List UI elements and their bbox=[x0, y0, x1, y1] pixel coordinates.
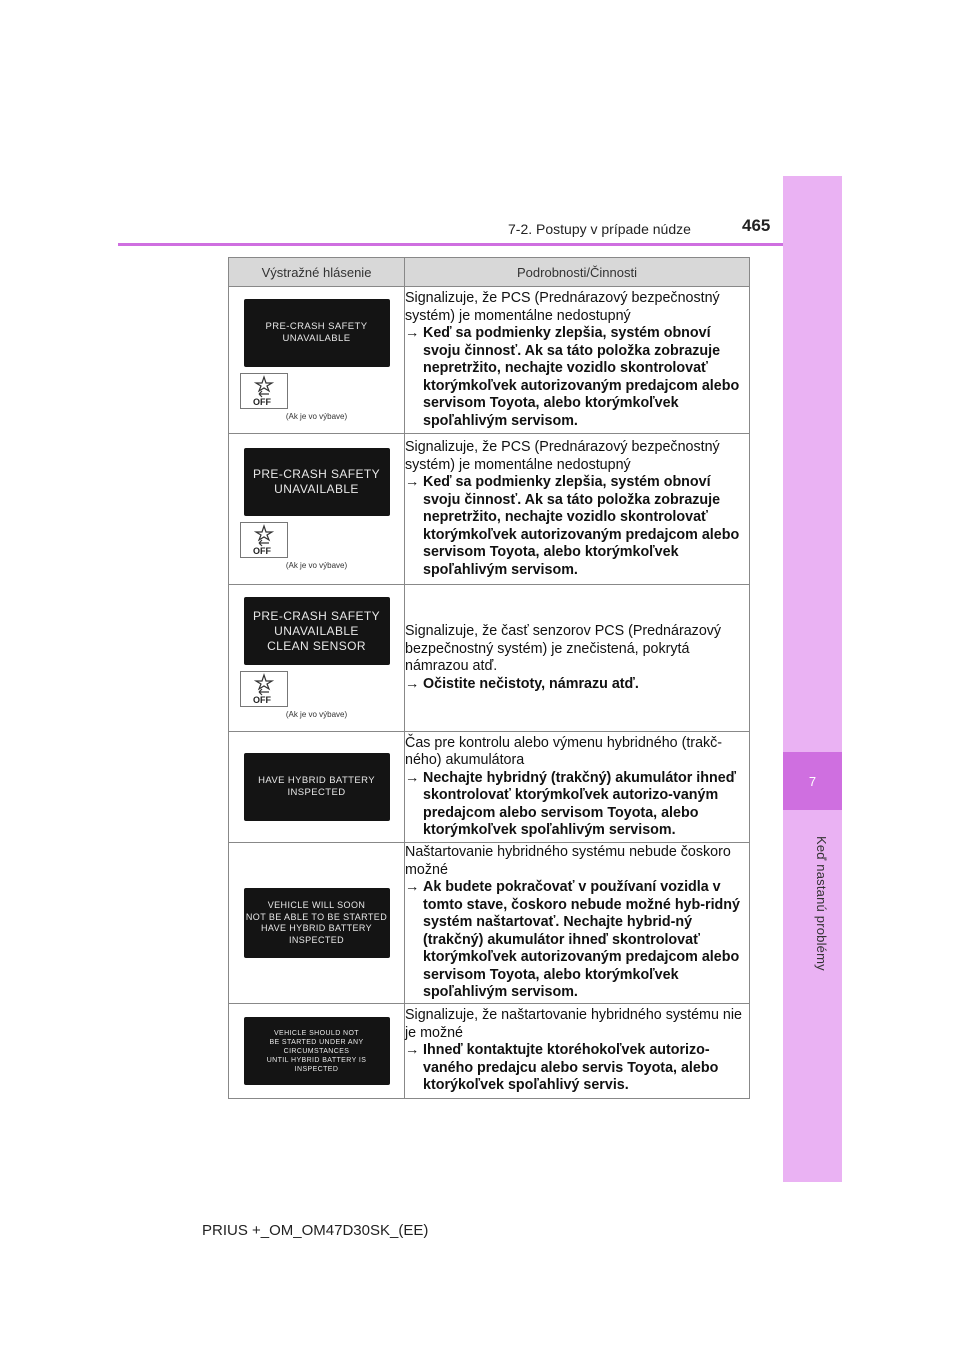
display-line: HAVE HYBRID BATTERY bbox=[260, 923, 373, 933]
action-item bbox=[405, 676, 749, 694]
display-line: INSPECTED bbox=[294, 1065, 339, 1073]
off-label: OFF bbox=[253, 397, 271, 407]
description-text: Signalizuje, že PCS (Prednárazový bezpečnostný systém) je momentálne nedostupný bbox=[405, 439, 720, 473]
display-line: VEHICLE WILL SOON bbox=[267, 900, 366, 910]
action-item bbox=[405, 1042, 749, 1095]
display-line: INSPECTED bbox=[288, 934, 345, 945]
display-line: PRE-CRASH SAFETY bbox=[252, 467, 381, 481]
table-header-row bbox=[229, 258, 750, 287]
action-text: Keď sa podmienky zlepšia, systém obnoví svoju činnosť. Ak sa táto položka zobrazuje nepretržito, nechajte vozidlo skontrolovať ktorýmkoľvek autorizovaným predajcom alebo servisom Toyota, alebo ktorýmkoľvek spoľahlivým servisom. bbox=[423, 325, 740, 429]
display-line: UNAVAILABLE bbox=[274, 482, 359, 496]
display-line: PRE-CRASH SAFETY bbox=[252, 608, 381, 623]
table-row bbox=[229, 1004, 750, 1099]
display-line: UNAVAILABLE bbox=[282, 333, 351, 344]
details-cell bbox=[405, 1004, 750, 1099]
action-item bbox=[405, 474, 749, 579]
chapter-side-tab bbox=[783, 176, 842, 1182]
column-header-details: Podrobnosti/Činnosti bbox=[405, 258, 750, 287]
table-row bbox=[229, 732, 750, 843]
warning-image-cell bbox=[229, 1004, 405, 1099]
arrow-icon: → bbox=[405, 1042, 420, 1059]
display-line: NOT BE ABLE TO BE STARTED bbox=[245, 911, 388, 922]
off-label: OFF bbox=[253, 695, 271, 705]
action-text: Keď sa podmienky zlepšia, systém obnoví svoju činnosť. Ak sa táto položka zobrazuje nepretržito, nechajte vozidlo skontrolovať ktorýmkoľvek autorizovaným predajcom alebo servisom Toyota, alebo ktorýmkoľvek spoľahlivým servisom. bbox=[423, 474, 740, 578]
description-text: Signalizuje, že časť senzorov PCS (Prednárazový bezpečnostný systém) je znečistená, pokrytá námrazou atď. bbox=[405, 623, 722, 674]
pcs-off-warning-icon bbox=[240, 671, 288, 707]
details-cell bbox=[405, 287, 750, 434]
action-text: Očistite nečistoty, námrazu atď. bbox=[423, 675, 639, 692]
off-label: OFF bbox=[253, 546, 271, 556]
display-line: BE STARTED UNDER ANY bbox=[269, 1038, 364, 1046]
details-cell bbox=[405, 585, 750, 732]
details-cell bbox=[405, 732, 750, 843]
section-title: 7-2. Postupy v prípade núdze bbox=[508, 221, 691, 237]
warning-image-cell bbox=[229, 843, 405, 1004]
warning-image-cell bbox=[229, 585, 405, 732]
description-text: Čas pre kontrolu alebo výmenu hybridného (trakč-ného) akumulátora bbox=[405, 734, 723, 768]
details-cell bbox=[405, 843, 750, 1004]
table-row bbox=[229, 434, 750, 585]
availability-note: (Ak je vo výbave) bbox=[285, 710, 348, 719]
chapter-title: Keď nastanú problémy bbox=[814, 836, 829, 971]
display-message-screen bbox=[244, 299, 390, 367]
display-line: UNAVAILABLE bbox=[274, 623, 359, 638]
display-line: HAVE HYBRID BATTERY bbox=[258, 775, 375, 786]
document-code: PRIUS +_OM_OM47D30SK_(EE) bbox=[202, 1222, 429, 1239]
arrow-icon: → bbox=[405, 474, 420, 490]
warning-image-cell bbox=[229, 287, 405, 434]
display-message-screen bbox=[244, 448, 390, 516]
action-item bbox=[405, 879, 749, 1002]
action-item bbox=[405, 325, 749, 430]
description-text: Signalizuje, že PCS (Prednárazový bezpečnostný systém) je momentálne nedostupný bbox=[405, 290, 720, 324]
arrow-icon: → bbox=[405, 769, 420, 786]
display-line: INSPECTED bbox=[287, 787, 346, 798]
arrow-icon: → bbox=[405, 325, 420, 341]
table-row bbox=[229, 287, 750, 434]
action-item bbox=[405, 770, 749, 840]
table-row bbox=[229, 585, 750, 732]
header-divider bbox=[118, 243, 783, 246]
action-text: Ak budete pokračovať v používaní vozidla v tomto stave, čoskoro nebude možné hyb-ridný systém naštartovať. Nechajte hybrid-ný (trakčný) akumulátor ihneď skontrolovať ktorýmkoľvek autorizovaným predajcom alebo servisom Toyota, alebo ktorýmkoľvek spoľahlivým servisom. bbox=[423, 879, 740, 1001]
warning-image-cell bbox=[229, 434, 405, 585]
warning-messages-table bbox=[228, 257, 750, 1099]
page-number: 465 bbox=[742, 216, 771, 235]
display-message-screen bbox=[244, 888, 390, 958]
warning-image-cell bbox=[229, 732, 405, 843]
display-message-screen bbox=[244, 1017, 390, 1085]
details-cell bbox=[405, 434, 750, 585]
display-line: VEHICLE SHOULD NOT bbox=[273, 1029, 359, 1037]
display-message-screen bbox=[244, 753, 390, 821]
description-text: Naštartovanie hybridného systému nebude čoskoro možné bbox=[405, 844, 731, 878]
display-line: CLEAN SENSOR bbox=[267, 638, 366, 653]
pcs-off-warning-icon bbox=[240, 373, 288, 409]
arrow-icon: → bbox=[405, 879, 420, 896]
chapter-number: 7 bbox=[783, 752, 842, 810]
display-line: CIRCUMSTANCES bbox=[283, 1047, 350, 1055]
pcs-off-warning-icon bbox=[240, 522, 288, 558]
display-message-screen bbox=[244, 597, 390, 665]
table-row bbox=[229, 843, 750, 1004]
display-line: PRE-CRASH SAFETY bbox=[265, 321, 368, 332]
description-text: Signalizuje, že naštartovanie hybridného systému nie je možné bbox=[405, 1007, 742, 1041]
availability-note: (Ak je vo výbave) bbox=[285, 561, 348, 570]
action-text: Ihneď kontaktujte ktoréhokoľvek autorizo-vaného predajcu alebo servis Toyota, alebo ktorýkoľvek spoľahlivý servis. bbox=[423, 1042, 719, 1094]
display-line: UNTIL HYBRID BATTERY IS bbox=[266, 1056, 367, 1064]
action-text: Nechajte hybridný (trakčný) akumulátor ihneď skontrolovať ktorýmkoľvek autorizo-vaným predajcom alebo servisom Toyota, alebo ktorýmkoľvek spoľahlivým servisom. bbox=[423, 769, 736, 838]
column-header-warning: Výstražné hlásenie bbox=[229, 258, 405, 287]
arrow-icon: → bbox=[405, 675, 420, 692]
availability-note: (Ak je vo výbave) bbox=[285, 412, 348, 421]
